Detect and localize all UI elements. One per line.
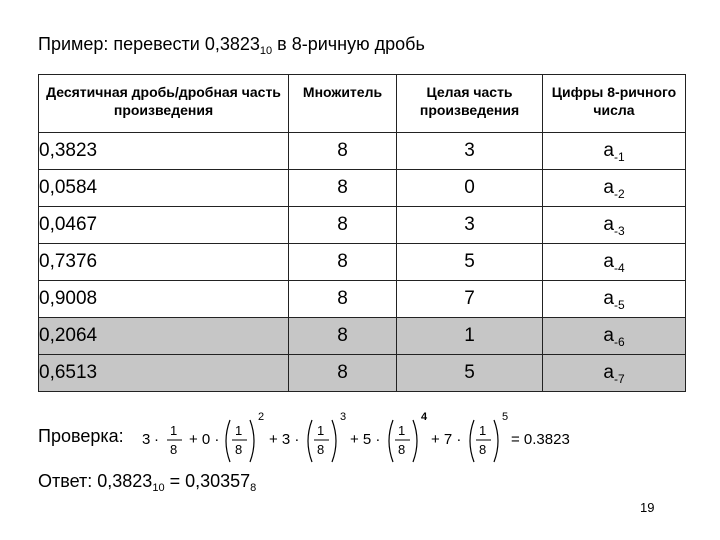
digit-letter: a (603, 288, 614, 309)
table-row (39, 244, 686, 281)
cell-decimal: 0,0584 (39, 170, 289, 207)
digit-index: -4 (613, 261, 625, 275)
digit-letter: a (603, 140, 614, 161)
digit-letter: a (603, 325, 614, 346)
table-header-row (39, 75, 686, 133)
formula-num-1: 1 (170, 423, 178, 438)
header-multiplier: Множитель (289, 75, 397, 133)
formula-den-2: 8 (235, 442, 243, 457)
formula-num-2: 1 (235, 423, 243, 438)
formula-den-5: 8 (479, 442, 487, 457)
formula-plus-3: + 3 · (269, 431, 300, 448)
formula-plus-5: + 5 · (350, 431, 381, 448)
page-number: 19 (640, 500, 655, 515)
formula-num-3: 1 (317, 423, 325, 438)
digit-letter: a (603, 177, 614, 198)
cell-octal-digit (543, 355, 686, 392)
title-base-subscript: 10 (259, 45, 273, 57)
formula-paren-left-5 (470, 420, 474, 462)
formula-dot: · (154, 431, 159, 448)
cell-multiplier: 8 (289, 133, 397, 170)
answer-base8-subscript: 8 (250, 482, 257, 494)
table-row (39, 207, 686, 244)
header-integer-part: Целая часть произведения (397, 75, 543, 133)
cell-decimal: 0,6513 (39, 355, 289, 392)
cell-integer-part: 7 (397, 281, 543, 318)
header-decimal: Десятичная дробь/дробная часть произведения (39, 75, 289, 133)
formula-num-4: 1 (398, 423, 406, 438)
cell-multiplier: 8 (289, 244, 397, 281)
formula-exponent-2: 2 (258, 411, 265, 423)
cell-octal-digit (543, 281, 686, 318)
conversion-table (38, 74, 686, 392)
digit-index: -5 (613, 298, 625, 312)
formula-den-1: 8 (170, 442, 178, 457)
table-row (39, 355, 686, 392)
formula-exponent-4: 4 (421, 411, 428, 423)
cell-multiplier: 8 (289, 207, 397, 244)
cell-integer-part: 0 (397, 170, 543, 207)
cell-multiplier: 8 (289, 318, 397, 355)
formula-paren-left-4 (389, 420, 393, 462)
digit-index: -1 (613, 150, 625, 164)
cell-octal-digit (543, 244, 686, 281)
table-row (39, 133, 686, 170)
cell-octal-digit (543, 133, 686, 170)
check-label: Проверка: (38, 426, 124, 446)
title-suffix: в 8-ричную дробь (272, 34, 425, 54)
cell-integer-part: 3 (397, 207, 543, 244)
table-row (39, 281, 686, 318)
formula-den-4: 8 (398, 442, 406, 457)
cell-integer-part: 3 (397, 133, 543, 170)
cell-decimal: 0,2064 (39, 318, 289, 355)
cell-octal-digit (543, 207, 686, 244)
answer-base10-subscript: 10 (152, 482, 165, 494)
check-formula (142, 408, 582, 470)
digit-index: -3 (613, 224, 625, 238)
answer (38, 471, 256, 492)
cell-integer-part: 5 (397, 244, 543, 281)
cell-decimal: 0,9008 (39, 281, 289, 318)
answer-middle: = 0,30357 (164, 471, 251, 491)
cell-integer-part: 5 (397, 355, 543, 392)
digit-index: -2 (613, 187, 625, 201)
formula-coef-3: 3 (142, 431, 151, 448)
formula-paren-right-4 (413, 420, 417, 462)
formula-result: = 0.3823 (511, 431, 570, 448)
formula-num-5: 1 (479, 423, 487, 438)
title-prefix: Пример: перевести 0,3823 (38, 34, 260, 54)
cell-integer-part: 1 (397, 318, 543, 355)
formula-exponent-3: 3 (340, 411, 347, 423)
formula-paren-right-3 (332, 420, 336, 462)
formula-exponent-5: 5 (502, 411, 509, 423)
formula-paren-left-3 (308, 420, 312, 462)
table-row (39, 318, 686, 355)
formula-plus-7: + 7 · (431, 431, 462, 448)
cell-octal-digit (543, 318, 686, 355)
header-octal-digits: Цифры 8-ричного числа (543, 75, 686, 133)
cell-decimal: 0,3823 (39, 133, 289, 170)
digit-letter: a (603, 362, 614, 383)
formula-paren-right-5 (494, 420, 498, 462)
formula-den-3: 8 (317, 442, 325, 457)
digit-index: -7 (613, 372, 625, 386)
formula-plus-0: + 0 · (189, 431, 220, 448)
cell-octal-digit (543, 170, 686, 207)
answer-prefix: Ответ: 0,3823 (38, 471, 153, 491)
cell-multiplier: 8 (289, 355, 397, 392)
cell-decimal: 0,7376 (39, 244, 289, 281)
page-title (38, 34, 425, 55)
cell-decimal: 0,0467 (39, 207, 289, 244)
table-row (39, 170, 686, 207)
digit-letter: a (603, 214, 614, 235)
cell-multiplier: 8 (289, 170, 397, 207)
formula-paren-right-2 (250, 420, 254, 462)
digit-letter: a (603, 251, 614, 272)
formula-paren-left-2 (226, 420, 230, 462)
cell-multiplier: 8 (289, 281, 397, 318)
digit-index: -6 (613, 335, 625, 349)
